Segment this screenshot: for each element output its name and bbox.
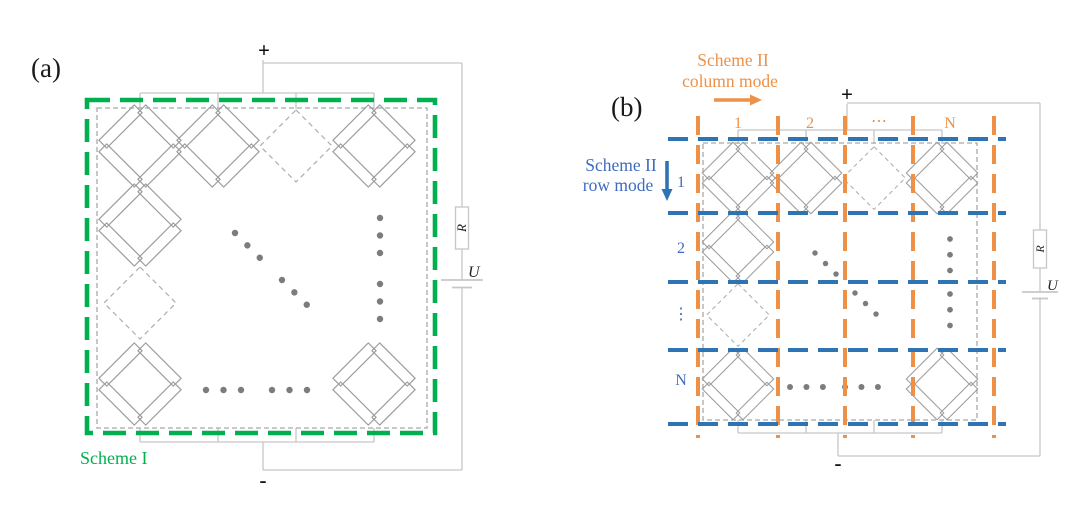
resistor-label: R	[454, 224, 469, 232]
column-label-n: N	[944, 115, 956, 132]
column-label-2: 2	[806, 115, 814, 132]
row-mode-subtitle: row mode	[582, 175, 654, 195]
row-label-2: 2	[677, 240, 685, 257]
panel-a	[31, 38, 483, 492]
sensor-element	[702, 348, 773, 419]
column-mode-subtitle: column mode	[682, 71, 778, 91]
panel-a-label: (a)	[31, 53, 61, 83]
sensor-element	[99, 184, 181, 266]
panel-b	[583, 50, 1059, 475]
array-outline-a	[97, 108, 427, 428]
sensor-element	[702, 211, 773, 282]
column-dividers	[698, 116, 994, 438]
down-arrow-icon	[662, 161, 673, 201]
row-mode-annotation	[583, 155, 673, 201]
sensor-element	[177, 105, 259, 187]
sensor-element-dashed	[843, 147, 906, 210]
panel-a-wiring	[140, 60, 483, 470]
sensor-element	[333, 105, 415, 187]
sensor-element	[99, 343, 181, 425]
resistor-label: R	[1033, 245, 1047, 253]
sensor-element	[333, 343, 415, 425]
sensor-element-dashed	[260, 110, 332, 182]
row-dividers	[668, 139, 1006, 424]
sensor-array-a	[99, 105, 415, 425]
column-label-1: 1	[734, 115, 742, 132]
minus-terminal-label: -	[259, 468, 267, 492]
sensor-element	[702, 142, 773, 213]
ellipsis-dots-a	[203, 215, 383, 393]
row-label-n: N	[675, 372, 687, 389]
column-mode-title: Scheme II	[697, 50, 769, 70]
sensor-element-dashed	[104, 267, 176, 339]
column-label-ellipsis: ⋯	[871, 113, 887, 130]
column-mode-annotation	[682, 50, 778, 106]
plus-terminal-label: +	[258, 38, 270, 62]
right-arrow-icon	[714, 95, 762, 106]
ellipsis-dots-b	[787, 236, 953, 390]
sensor-element	[770, 142, 841, 213]
scheme-i-boundary	[87, 100, 435, 433]
voltage-label: U	[1047, 278, 1058, 294]
row-label-1: 1	[677, 174, 685, 191]
plus-wire	[263, 60, 462, 93]
voltage-label: U	[468, 264, 480, 281]
resistor	[1033, 230, 1047, 268]
sensor-element	[99, 105, 181, 187]
plus-terminal-label: +	[841, 82, 853, 106]
minus-terminal-label: -	[834, 451, 842, 475]
scheme-i-label: Scheme I	[80, 448, 148, 468]
sensor-element	[906, 142, 977, 213]
row-mode-title: Scheme II	[585, 155, 657, 175]
row-label-ellipsis: ⋮	[673, 306, 689, 323]
panel-b-wiring	[738, 103, 1059, 456]
panel-b-label: (b)	[611, 92, 643, 122]
sensor-element	[906, 348, 977, 419]
resistor	[454, 207, 469, 249]
sensor-element-dashed	[707, 284, 770, 347]
